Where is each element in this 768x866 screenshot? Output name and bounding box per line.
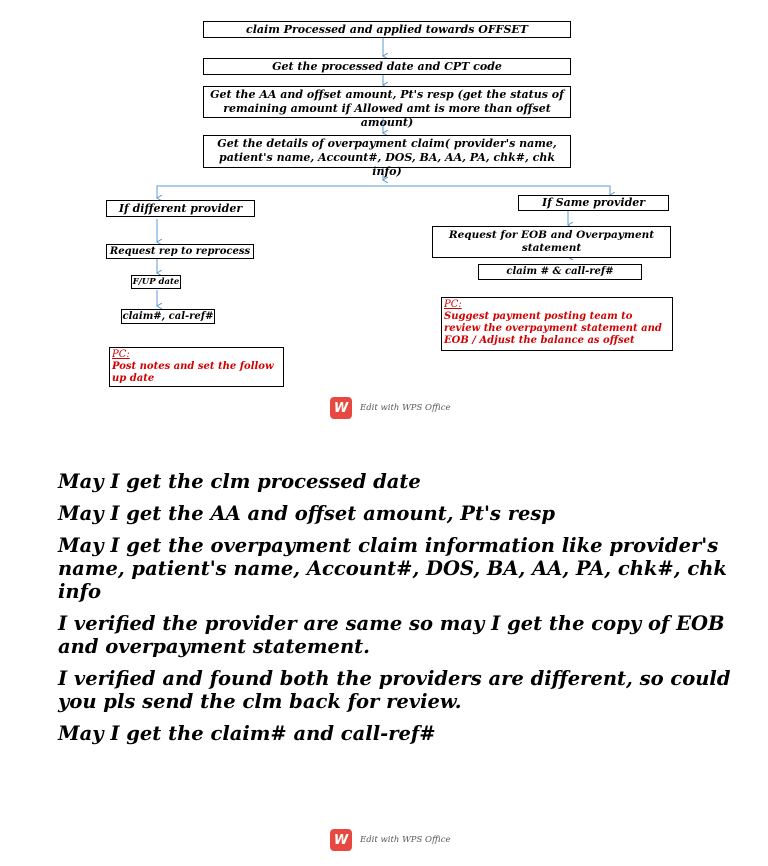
right-branch-refs: claim # & call-ref# (478, 264, 642, 280)
right-pc-label: PC: (444, 299, 462, 310)
right-pc-text: Suggest payment posting team to review the overpayment statement and EOB / Adjust the balance as offset (444, 311, 662, 346)
flow-step-overpayment-line2: patient's name, Account#, DOS, BA, AA, PA, chk#, chk info) (219, 151, 555, 178)
right-branch-header: If Same provider (518, 195, 669, 211)
left-pc-label: PC: (112, 349, 130, 360)
left-branch-followup: F/UP date (132, 277, 180, 287)
flow-step-aa-offset (203, 86, 571, 129)
right-branch-pc-note (441, 297, 673, 351)
question-item: May I get the AA and offset amount, Pt's resp (58, 502, 555, 525)
left-branch-pc-note (109, 347, 284, 387)
left-branch-request: Request rep to reprocess (106, 244, 254, 259)
wps-logo-icon: W (330, 397, 352, 419)
left-branch-header: If different provider (106, 200, 255, 217)
right-branch-request (432, 226, 671, 258)
wps-watermark-bottom (330, 829, 451, 851)
flow-step-processed-date: Get the processed date and CPT code (203, 58, 571, 75)
right-branch-request-line1: Request for EOB and Overpayment (448, 229, 655, 241)
flow-step-aa-offset-line2: remaining amount if Allowed amt is more than offset amount) (223, 102, 551, 129)
left-branch-refs: claim#, cal-ref# (122, 311, 214, 322)
left-pc-text: Post notes and set the follow up date (112, 361, 274, 384)
wps-watermark-text: Edit with WPS Office (360, 403, 451, 413)
question-item: May I get the overpayment claim information like provider's name, patient's name, Account#, DOS, BA, AA, PA, chk#, chk info (58, 534, 727, 603)
question-item: I verified and found both the providers are different, so could you pls send the clm back for review. (58, 667, 731, 713)
flow-step-offset: claim Processed and applied towards OFFSET (203, 21, 571, 38)
wps-logo-icon: W (330, 829, 352, 851)
question-item: I verified the provider are same so may I get the copy of EOB and overpayment statement. (58, 612, 725, 658)
right-branch-request-line2: statement (521, 242, 582, 254)
flow-step-overpayment-line1: Get the details of overpayment claim( provider's name, (217, 137, 557, 150)
question-list (58, 470, 738, 754)
flow-step-overpayment-details (203, 135, 571, 178)
question-item: May I get the claim# and call-ref# (58, 722, 436, 745)
wps-watermark-top (330, 397, 451, 419)
flow-step-aa-offset-line1: Get the AA and offset amount, Pt's resp (get the status of (210, 88, 564, 101)
question-item: May I get the clm processed date (58, 470, 421, 493)
wps-watermark-text: Edit with WPS Office (360, 835, 451, 845)
